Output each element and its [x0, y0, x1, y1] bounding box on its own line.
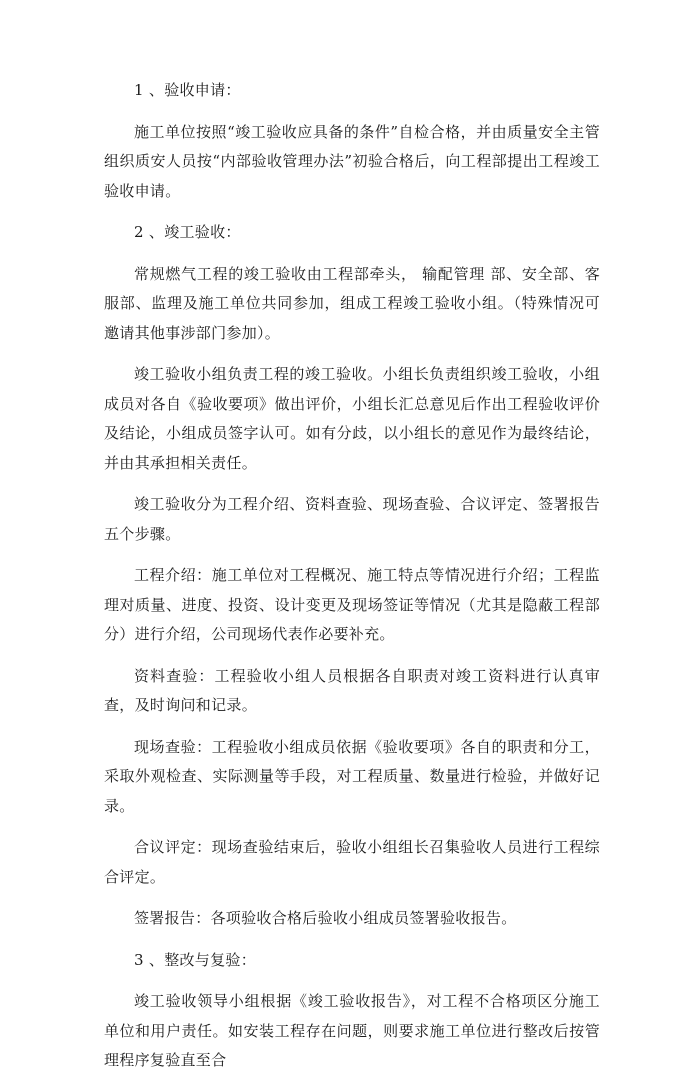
paragraph-project-introduction: 工程介绍：施工单位对工程概况、施工特点等情况进行介绍；工程监理对质量、进度、投资、设计变更及现场签证等情况（尤其是隐蔽工程部分）进行介绍，公司现场代表作必要补充。 [104, 566, 600, 643]
section-heading-completion-acceptance: 2 、竣工验收： [134, 223, 241, 241]
paragraph-site-inspection: 现场查验：工程验收小组成员依据《验收要项》各自的职责和分工，采取外观检查、实际测量等手段，对工程质量、数量进行检验，并做好记录。 [104, 737, 600, 815]
section-heading-acceptance-application: 1 、验收申请： [134, 81, 241, 99]
paragraph-joint-evaluation: 合议评定：现场查验结束后，验收小组组长召集验收人员进行工程综合评定。 [104, 838, 600, 886]
document-body [104, 76, 600, 1088]
paragraph-report-signing: 签署报告：各项验收合格后验收小组成员签署验收报告。 [134, 909, 517, 927]
paragraph-rectification-procedure: 竣工验收领导小组根据《竣工验收报告》，对工程不合格项区分施工单位和用户责任。如安装工程存在问题，则要求施工单位进行整改后按管理程序复验直至合 [104, 992, 600, 1069]
paragraph-acceptance-team: 常规燃气工程的竣工验收由工程部牵头， 输配管理 部、安全部、客服部、监理及施工单位共同参加，组成工程竣工验收小组。（特殊情况可邀请其他事涉部门参加）。 [104, 264, 600, 342]
paragraph-document-review: 资料查验：工程验收小组人员根据各自职责对竣工资料进行认真审查，及时询问和记录。 [104, 666, 600, 714]
section-heading-rectification: 3 、整改与复验： [134, 950, 257, 969]
paragraph-application-procedure: 施工单位按照“竣工验收应具备的条件”自检合格，并由质量安全主管组织质安人员按“内部验收管理办法”初验合格后，向工程部提出工程竣工验收申请。 [104, 122, 600, 200]
paragraph-five-steps: 竣工验收分为工程介绍、资料查验、现场查验、合议评定、签署报告五个步骤。 [104, 495, 600, 543]
paragraph-team-responsibility: 竣工验收小组负责工程的竣工验收。小组长负责组织竣工验收，小组成员对各自《验收要项》做出评价，小组长汇总意见后作出工程验收评价及结论，小组成员签字认可。如有分歧，以小组长的意见作为最终结论，并由其承担相关责任。 [104, 365, 600, 472]
